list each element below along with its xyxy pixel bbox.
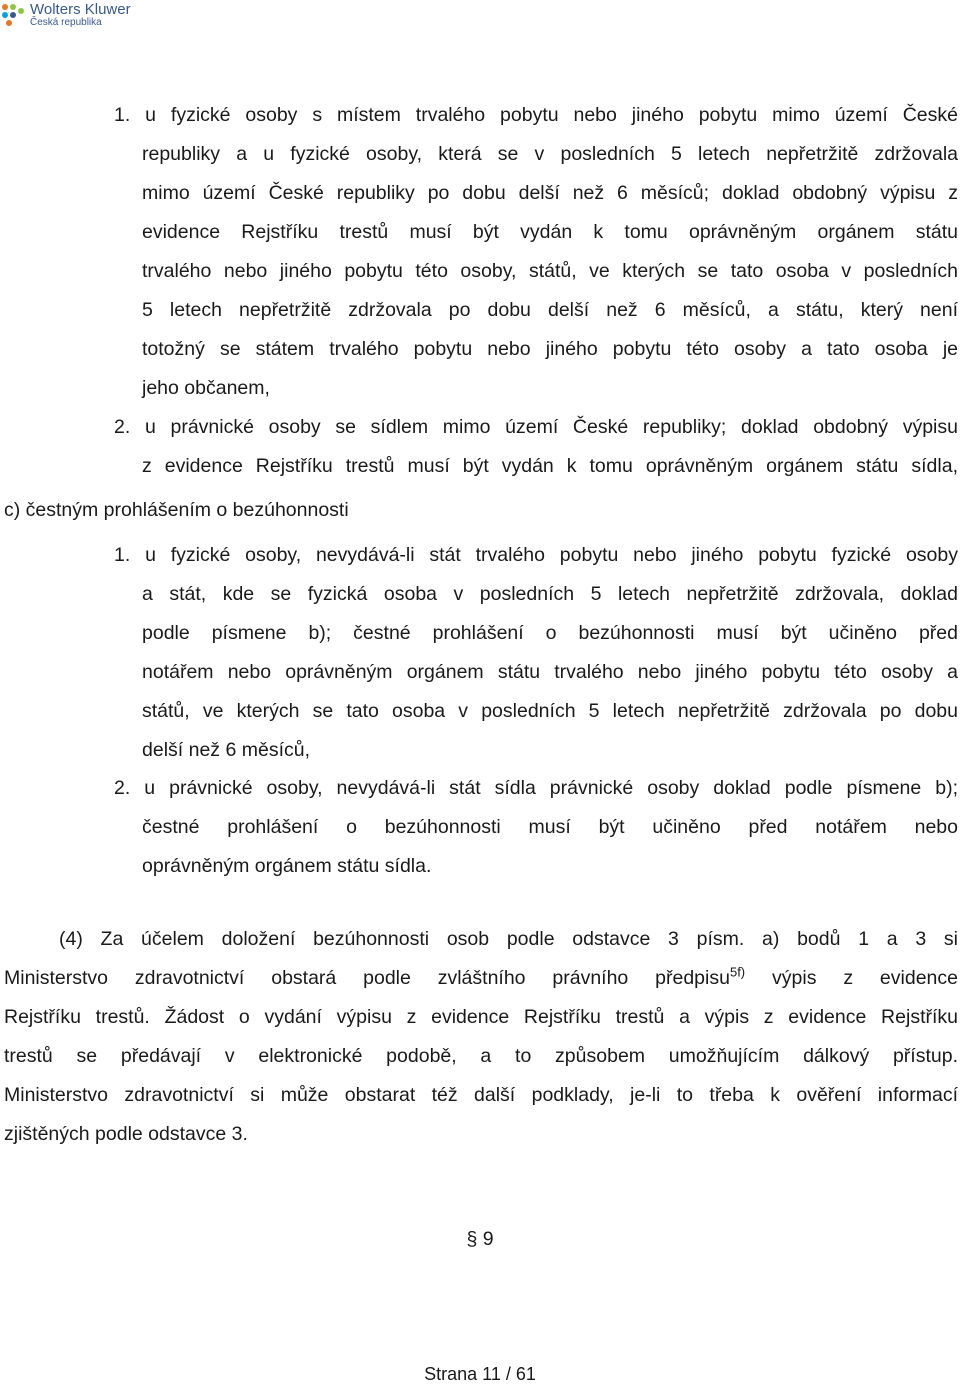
- text-line: Rejstříku trestů. Žádost o vydání výpisu z evidence Rejstříku trestů a výpis z evidence Rejstříku: [4, 1006, 958, 1028]
- text-line: (4) Za účelem doložení bezúhonnosti osob podle odstavce 3 písm. a) bodů 1 a 3 si: [59, 928, 958, 950]
- line-text-before: Ministerstvo zdravotnictví obstará podle zvláštního právního předpisu: [4, 967, 730, 989]
- publisher-logo: [2, 2, 131, 28]
- text-line: 1. u fyzické osoby, nevydává-li stát trvalého pobytu nebo jiného pobytu fyzické osoby: [114, 544, 958, 566]
- logo-mark-icon: [2, 4, 24, 26]
- text-line: čestné prohlášení o bezúhonnosti musí být učiněno před notářem nebo: [142, 816, 958, 838]
- text-line: trvalého nebo jiného pobytu této osoby, států, ve kterých se tato osoba v posledních: [142, 260, 958, 282]
- text-line: států, ve kterých se tato osoba v posledních 5 letech nepřetržitě zdržovala po dobu: [142, 700, 958, 722]
- line-text-after: výpis z evidence: [745, 967, 958, 989]
- text-line: republiky a u fyzické osoby, která se v posledních 5 letech nepřetržitě zdržovala: [142, 143, 958, 165]
- text-line: 2. u právnické osoby se sídlem mimo území České republiky; doklad obdobný výpisu: [114, 416, 958, 438]
- text-line: zjištěných podle odstavce 3.: [4, 1123, 248, 1145]
- text-line: a stát, kde se fyzická osoba v posledních 5 letech nepřetržitě zdržovala, doklad: [142, 583, 958, 605]
- text-line: 1. u fyzické osoby s místem trvalého pobytu nebo jiného pobytu mimo území České: [114, 104, 958, 126]
- text-line: evidence Rejstříku trestů musí být vydán k tomu oprávněným orgánem státu: [142, 221, 958, 243]
- text-line: jeho občanem,: [142, 377, 270, 399]
- text-line: podle písmene b); čestné prohlášení o bezúhonnosti musí být učiněno před: [142, 622, 958, 644]
- text-line: mimo území České republiky po dobu delší než 6 měsíců; doklad obdobný výpisu z: [142, 182, 958, 204]
- logo-subtitle: Česká republika: [30, 17, 102, 28]
- page-footer: Strana 11 / 61: [424, 1364, 536, 1384]
- text-line: 2. u právnické osoby, nevydává-li stát sídla právnické osoby doklad podle písmene b);: [114, 777, 958, 799]
- text-line: c) čestným prohlášením o bezúhonnosti: [4, 499, 349, 521]
- text-line: 5 letech nepřetržitě zdržovala po dobu delší než 6 měsíců, a státu, který není: [142, 299, 958, 321]
- logo-brand: Wolters Kluwer: [30, 1, 131, 18]
- text-line-footnote-ref: [4, 966, 958, 990]
- footnote-marker: 5f): [729, 964, 746, 980]
- text-line: z evidence Rejstříku trestů musí být vydán k tomu oprávněným orgánem státu sídla,: [142, 455, 958, 477]
- text-line: totožný se státem trvalého pobytu nebo jiného pobytu této osoby a tato osoba je: [142, 338, 958, 360]
- text-line: trestů se předávají v elektronické podobě, a to způsobem umožňujícím dálkový přístup.: [4, 1045, 958, 1067]
- text-line: Ministerstvo zdravotnictví si může obstarat též další podklady, je-li to třeba k ověření informací: [4, 1084, 958, 1106]
- text-line: delší než 6 měsíců,: [142, 739, 310, 761]
- text-line: notářem nebo oprávněným orgánem státu trvalého nebo jiného pobytu této osoby a: [142, 661, 958, 683]
- section-heading: § 9: [466, 1228, 494, 1250]
- text-line: oprávněným orgánem státu sídla.: [142, 855, 432, 877]
